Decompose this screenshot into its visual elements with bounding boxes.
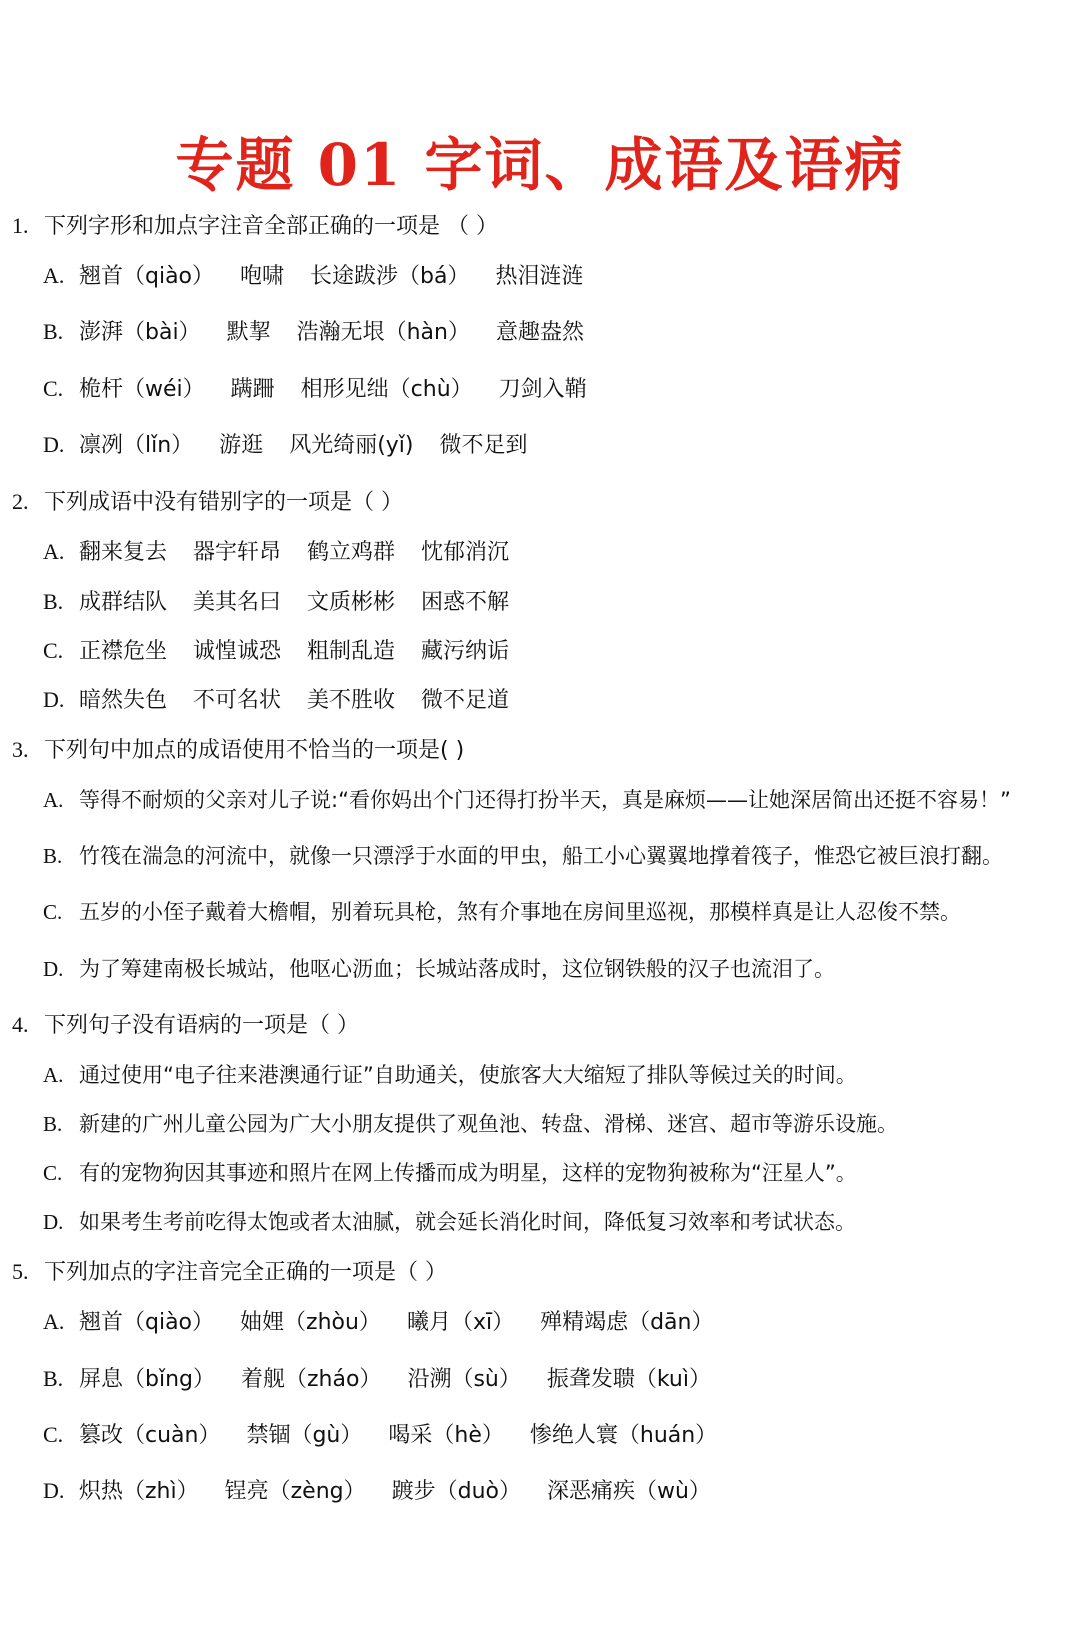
question-3-stem	[12, 735, 464, 766]
option-item: 困惑不解	[421, 590, 510, 615]
question-text: 下列句中加点的成语使用不恰当的一项是( )	[44, 738, 465, 763]
question-number: 4.	[12, 1012, 29, 1037]
option-letter: D.	[43, 1210, 64, 1234]
option-item: 着舰（zháo）	[241, 1367, 382, 1392]
option-item: 炽热（zhì）	[79, 1479, 199, 1504]
option-item: 沿溯（sù）	[407, 1367, 521, 1392]
page-title: 专题 01 字词、成语及语病	[175, 131, 905, 199]
option-letter: D.	[43, 957, 64, 981]
option-item: 禁锢（gù）	[246, 1423, 363, 1448]
option-item: 曦月（xī）	[406, 1310, 515, 1335]
option-letter: B.	[43, 589, 64, 614]
option-item: 踱步（duò）	[391, 1479, 521, 1504]
option-item: 暗然失色	[79, 688, 168, 713]
q1-option-d	[43, 430, 554, 461]
option-item: 粗制乱造	[307, 639, 396, 664]
option-item: 不可名状	[193, 688, 282, 713]
option-item: 咆啸	[240, 264, 285, 289]
option-item: 美不胜收	[307, 688, 396, 713]
option-letter: B.	[43, 319, 64, 344]
option-item: 凛冽（lǐn）	[79, 433, 194, 458]
option-item: 篡改（cuàn）	[79, 1423, 221, 1448]
option-item: 妯娌（zhòu）	[240, 1310, 381, 1335]
option-item: 翻来复去	[79, 540, 168, 565]
q2-option-d	[43, 685, 535, 716]
option-item: 热泪涟涟	[495, 264, 584, 289]
option-letter: C.	[43, 900, 63, 924]
option-letter: D.	[43, 687, 65, 712]
option-letter: B.	[43, 844, 63, 868]
option-item: 长途跋涉（bá）	[310, 264, 470, 289]
question-number: 3.	[12, 737, 29, 762]
option-letter: A.	[43, 539, 65, 564]
option-item: 殚精竭虑（dān）	[540, 1310, 714, 1335]
option-item: 惨绝人寰（huán）	[529, 1423, 718, 1448]
option-item: 翘首（qiào）	[79, 1310, 215, 1335]
option-item: 正襟危坐	[79, 639, 168, 664]
question-text: 下列加点的字注音完全正确的一项是（ ）	[44, 1260, 447, 1285]
option-item: 微不足到	[439, 433, 528, 458]
option-item: 深恶痛疾（wù）	[546, 1479, 711, 1504]
option-item: 美其名曰	[193, 590, 282, 615]
q5-option-c	[43, 1420, 743, 1451]
option-text: 有的宠物狗因其事迹和照片在网上传播而成为明星，这样的宠物狗被称为“汪星人”。	[79, 1161, 857, 1185]
question-1-stem	[12, 211, 498, 242]
question-number: 5.	[12, 1259, 29, 1284]
option-item: 藏污纳诟	[421, 639, 510, 664]
option-item: 鹤立鸡群	[307, 540, 396, 565]
q1-option-c	[43, 374, 613, 405]
option-letter: D.	[43, 1478, 65, 1503]
option-letter: C.	[43, 376, 64, 401]
option-letter: A.	[43, 263, 65, 288]
option-text: 为了筹建南极长城站，他呕心沥血；长城站落成时，这位钢铁般的汉子也流泪了。	[79, 957, 835, 981]
q5-option-b	[43, 1364, 737, 1395]
question-text: 下列字形和加点字注音全部正确的一项是 （ ）	[44, 214, 498, 239]
q5-option-d	[43, 1476, 737, 1507]
question-text: 下列成语中没有错别字的一项是（ ）	[44, 490, 403, 515]
question-5-stem	[12, 1257, 447, 1288]
question-2-stem	[12, 487, 403, 518]
option-item: 器宇轩昂	[193, 540, 282, 565]
option-item: 微不足道	[421, 688, 510, 713]
option-letter: A.	[43, 1309, 65, 1334]
option-letter: B.	[43, 1112, 63, 1136]
option-item: 游逛	[219, 433, 264, 458]
option-item: 刀剑入鞘	[498, 377, 587, 402]
q3-option-d	[43, 954, 835, 984]
option-letter: A.	[43, 788, 64, 812]
option-text: 通过使用“电子往来港澳通行证”自助通关，使旅客大大缩短了排队等候过关的时间。	[79, 1063, 857, 1087]
option-item: 喝采（hè）	[388, 1423, 504, 1448]
option-letter: C.	[43, 1422, 64, 1447]
option-item: 意趣盎然	[495, 320, 584, 345]
option-item: 浩瀚无垠（hàn）	[296, 320, 470, 345]
option-letter: B.	[43, 1366, 64, 1391]
option-item: 蹒跚	[230, 377, 275, 402]
option-item: 锃亮（zèng）	[224, 1479, 366, 1504]
q3-option-c	[43, 897, 961, 927]
option-item: 振聋发聩（kuì）	[546, 1367, 711, 1392]
q1-option-b	[43, 317, 610, 348]
option-item: 文质彬彬	[307, 590, 396, 615]
q2-option-a	[43, 537, 535, 568]
question-number: 2.	[12, 489, 29, 514]
q5-option-a	[43, 1307, 739, 1338]
option-text: 五岁的小侄子戴着大檐帽，别着玩具枪，煞有介事地在房间里巡视，那模样真是让人忍俊不禁。	[79, 900, 961, 924]
option-text: 竹筏在湍急的河流中，就像一只漂浮于水面的甲虫，船工小心翼翼地撑着筏子，惟恐它被巨浪打翻。	[79, 844, 1003, 868]
q3-option-b	[43, 841, 1003, 871]
question-number: 1.	[12, 213, 29, 238]
option-item: 风光绮丽(yǐ)	[289, 433, 414, 458]
option-letter: A.	[43, 1063, 64, 1087]
option-text: 等得不耐烦的父亲对儿子说:“看你妈出个门还得打扮半天，真是麻烦——让她深居简出还挺不容易！”	[79, 788, 1011, 812]
option-item: 相形见绌（chù）	[300, 377, 473, 402]
q1-option-a	[43, 261, 610, 292]
q4-option-d	[43, 1207, 856, 1237]
option-letter: D.	[43, 432, 65, 457]
q2-option-c	[43, 636, 535, 667]
q2-option-b	[43, 587, 535, 618]
option-item: 默挈	[226, 320, 271, 345]
option-item: 屏息（bǐng）	[79, 1367, 215, 1392]
q4-option-c	[43, 1158, 857, 1188]
question-4-stem	[12, 1010, 359, 1041]
option-item: 成群结队	[79, 590, 168, 615]
option-item: 桅杆（wéi）	[79, 377, 205, 402]
option-item: 澎湃（bài）	[79, 320, 201, 345]
option-letter: C.	[43, 638, 64, 663]
option-text: 如果考生考前吃得太饱或者太油腻，就会延长消化时间，降低复习效率和考试状态。	[79, 1210, 856, 1234]
question-text: 下列句子没有语病的一项是（ ）	[44, 1013, 359, 1038]
option-item: 忱郁消沉	[421, 540, 510, 565]
option-letter: C.	[43, 1161, 63, 1185]
q3-option-a	[43, 785, 1011, 815]
q4-option-b	[43, 1109, 898, 1139]
option-text: 新建的广州儿童公园为广大小朋友提供了观鱼池、转盘、滑梯、迷宫、超市等游乐设施。	[79, 1112, 898, 1136]
q4-option-a	[43, 1060, 857, 1090]
option-item: 诚惶诚恐	[193, 639, 282, 664]
option-item: 翘首（qiào）	[79, 264, 215, 289]
